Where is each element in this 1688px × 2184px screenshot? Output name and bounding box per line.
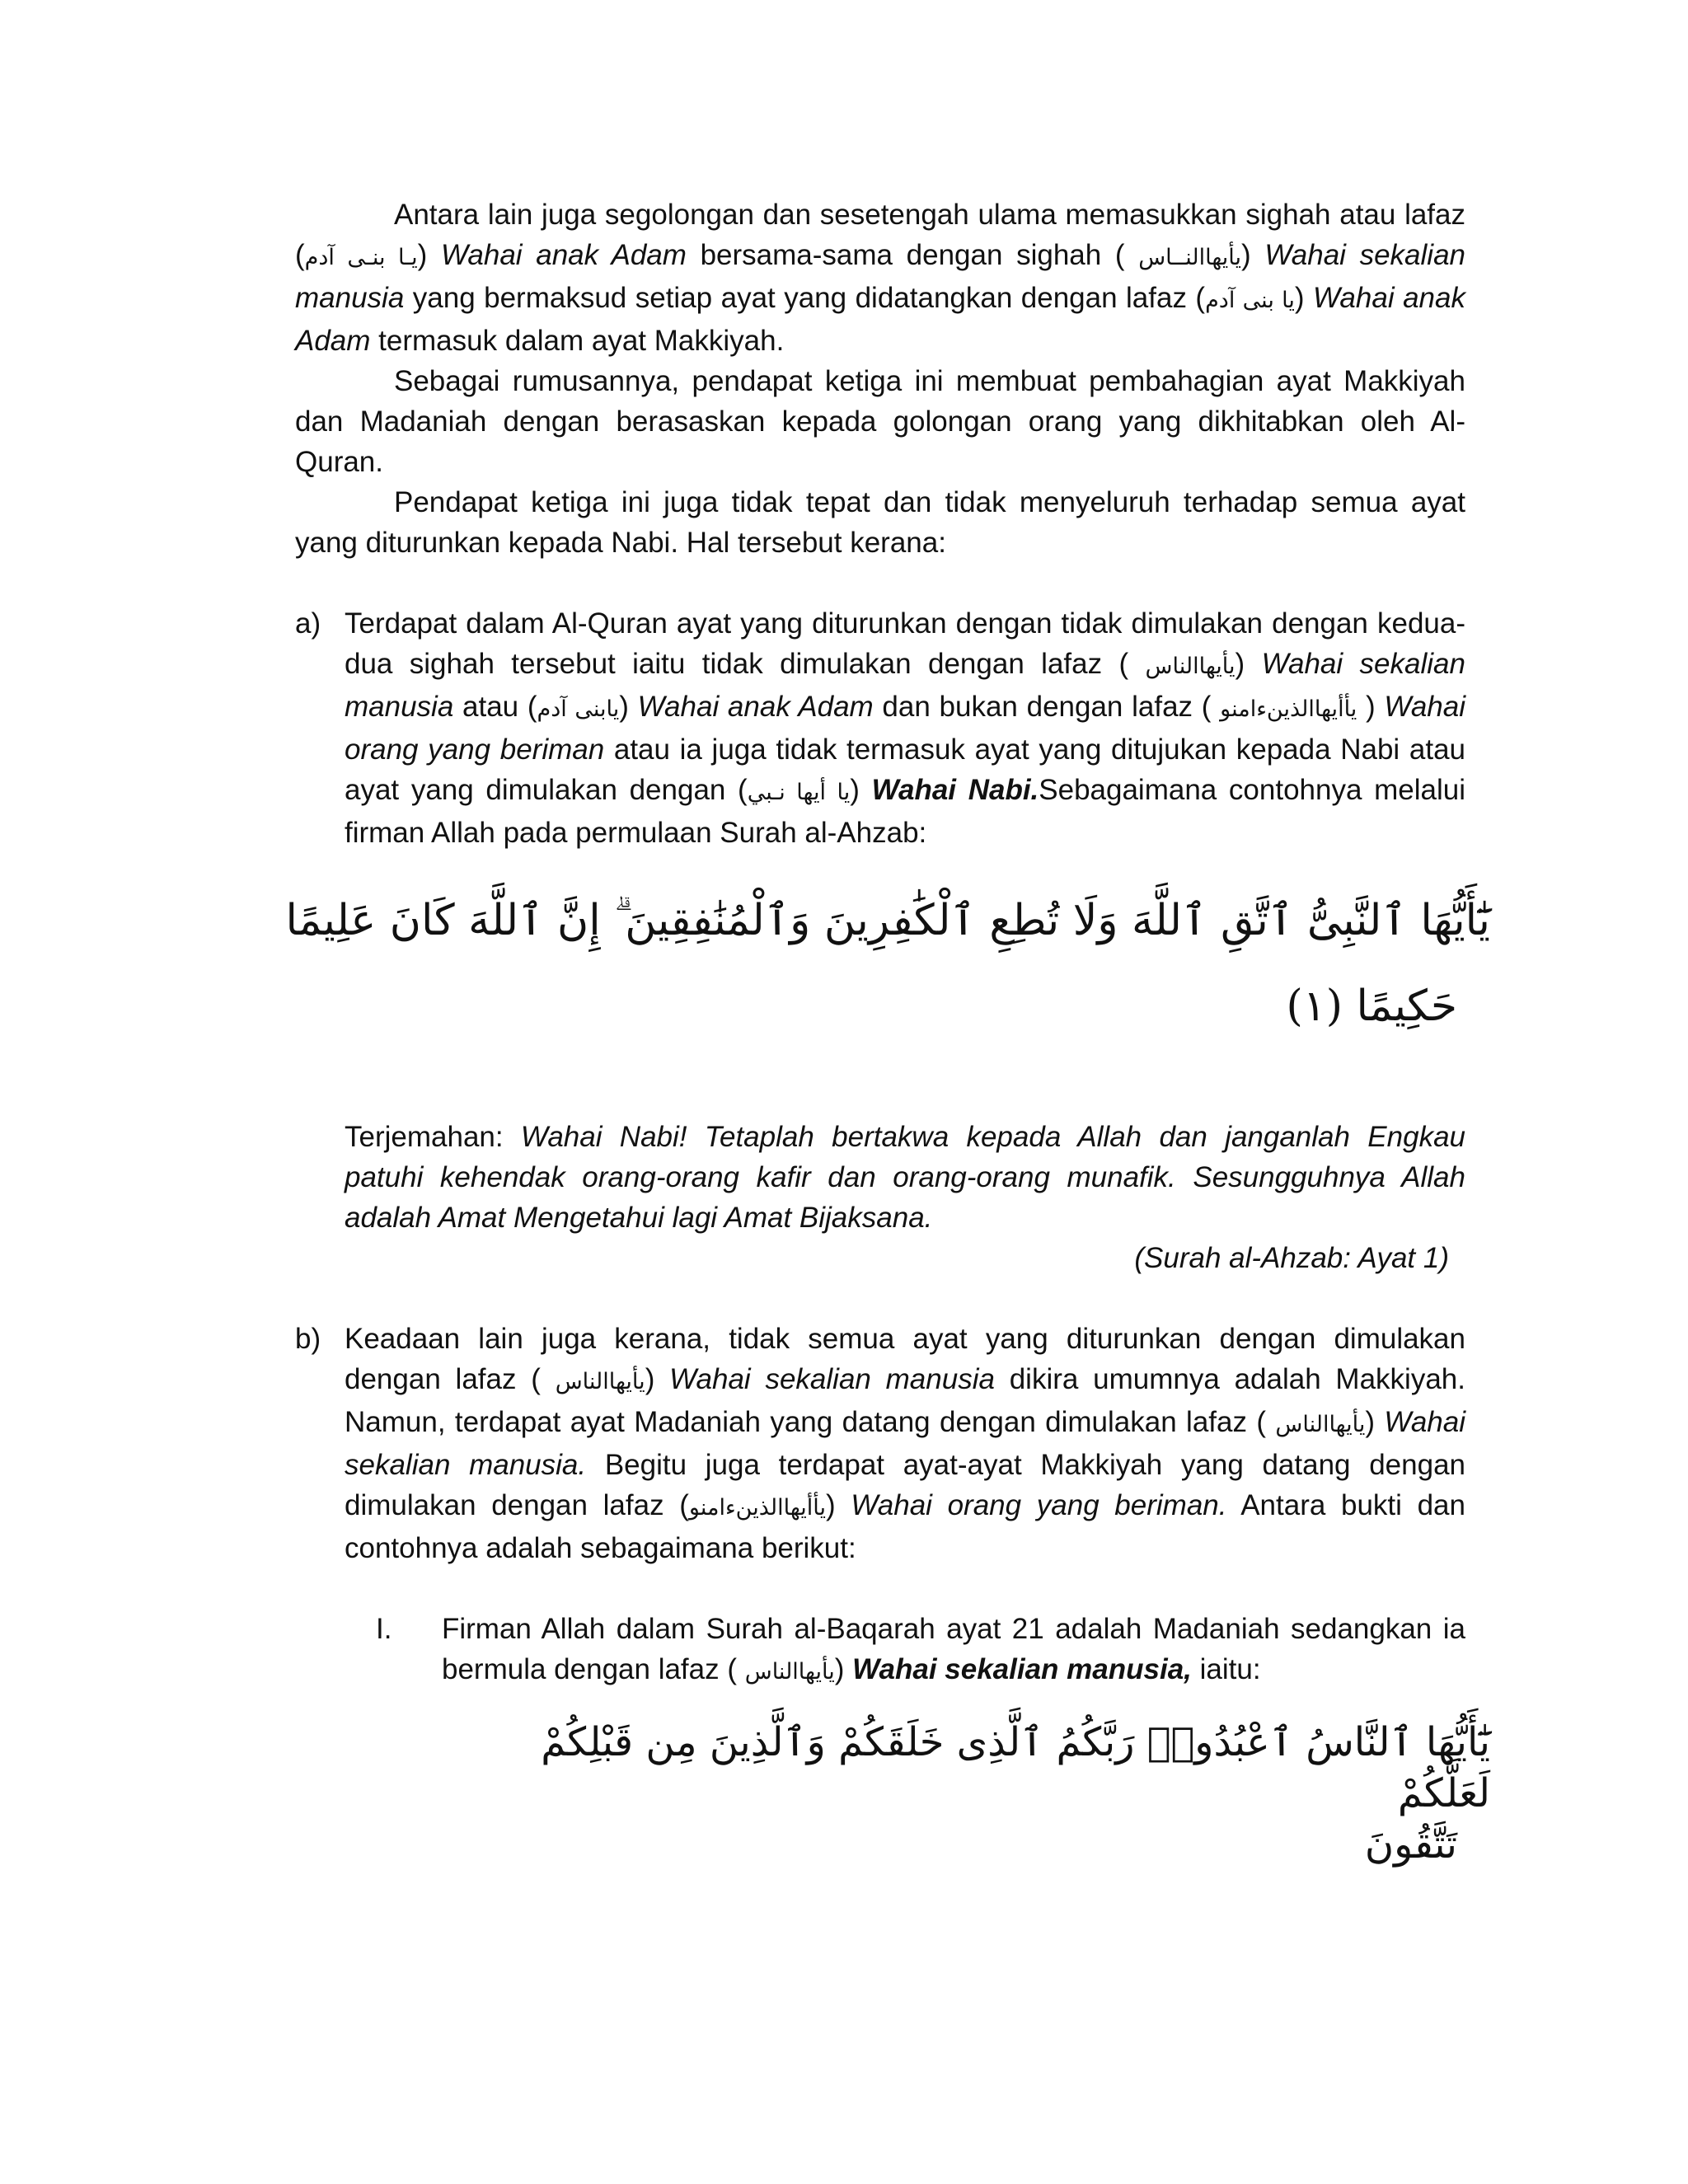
arabic-term: يأيهاالناس [1275,1412,1366,1437]
list-marker: I. [376,1613,392,1645]
list-marker: a) [295,607,321,640]
italic-term: Wahai orang yang beriman. [851,1489,1227,1521]
text-run: ) [1357,691,1385,723]
text-run: dikira umumnya adalah Makkiyah. Namun, terdapat ayat Madaniah yang datang dengan dimulakan lafaz ( [345,1363,1465,1438]
text-run: ) [645,1363,670,1395]
list-item-b [295,1319,1465,1568]
text-run: yang bermaksud setiap ayat yang didatangkan dengan lafaz ( [404,282,1206,314]
text-run: ) [1241,239,1265,271]
text-run: atau ( [453,691,537,723]
text-run: Begitu juga terdapat ayat-ayat Makkiyah yang datang dengan dimulakan dengan lafaz ( [345,1449,1465,1521]
arabic-term: يأيهاالناس [555,1369,645,1394]
arabic-term: يأأيهاالذين‌ءامنو [688,1495,827,1521]
arabic-term: يا بنى آدم [1205,288,1295,313]
bold-italic-term: Wahai sekalian manusia, [852,1653,1192,1685]
list-item-a [295,603,1465,853]
text-run: Firman Allah dalam Surah al-Baqarah ayat 21 adalah Madaniah sedangkan ia bermula dengan lafaz ( [442,1613,1465,1685]
list-marker: b) [295,1323,321,1355]
text-run: ) [826,1489,851,1521]
arabic-term: يا أيها نـبي [747,780,851,805]
arabic-term: يأيهاالناس [1145,654,1236,679]
bold-italic-term: Wahai Nabi. [871,774,1039,806]
text-run: Antara lain juga segolongan dan sesetengah ulama memasukkan sighah atau lafaz ( [295,199,1465,271]
verse-line: تَتَّقُونَ [1364,1821,1457,1868]
text-run: Terdapat dalam Al-Quran ayat yang diturunkan dengan tidak dimulakan dengan kedua-dua sighah tersebut iaitu tidak dimulakan dengan lafaz ( [345,607,1465,680]
text-run: Sebagaimana contohnya melalui firman Allah pada permulaan Surah al-Ahzab: [345,774,1465,849]
verse-line: يَٰٓأَيُّهَا ٱلنَّبِىُّ ٱتَّقِ ٱللَّهَ وَلَا تُطِعِ ٱلْكَٰفِرِينَ وَٱلْمُنَٰفِقِينَ ۗ إِنَّ ٱللَّهَ كَانَ عَلِيمًا [285,896,1490,945]
text-run: iaitu: [1191,1653,1261,1685]
arabic-term: يابنى آدم [537,696,620,722]
text-run: Keadaan lain juga kerana, tidak semua ayat yang diturunkan dengan dimulakan dengan lafaz ( [345,1323,1465,1395]
paragraph-3: Pendapat ketiga ini juga tidak tepat dan tidak menyeluruh terhadap semua ayat yang diturunkan kepada Nabi. Hal tersebut kerana: [295,486,1465,559]
text-run: ) [1235,648,1262,680]
verse-line: حَكِيمًا (١) [1286,982,1457,1031]
arabic-term: يأأيهاالذين‌ءامنو [1220,696,1357,722]
text-run: ) [850,774,872,806]
text-run: ) [417,239,441,271]
arabic-term: يـا بنـى آدم [304,245,418,270]
italic-term: Wahai sekalian manusia. [345,1406,1465,1481]
text-run: ) [619,691,638,723]
text-run: ) [1365,1406,1385,1438]
verse-reference: (Surah al-Ahzab: Ayat 1) [1134,1242,1449,1274]
quran-verse-al-ahzab [262,883,1490,1044]
verse-line: يَٰٓأَيُّهَا ٱلنَّاسُ ٱعْبُدُوا۟ رَبَّكُمُ ٱلَّذِى خَلَقَكُمْ وَٱلَّذِينَ مِن قَبْلِكُمْ لَعَلَّكُمْ [541,1719,1490,1816]
text-run: Antara bukti dan contohnya adalah sebagaimana berikut: [345,1489,1465,1564]
italic-term: Wahai sekalian manusia [669,1363,995,1395]
italic-term: Wahai anak Adam [295,282,1465,357]
text-run: atau ia juga tidak termasuk ayat yang ditujukan kepada Nabi atau ayat yang dimulakan dengan ( [345,733,1465,806]
italic-term: Wahai sekalian manusia [295,239,1466,314]
list-item-i [295,1609,1465,1692]
document-page [285,194,1490,1870]
arabic-term: يأيهاالناس [744,1659,835,1685]
text-run: ) [834,1653,853,1685]
translation-label: Terjemahan: [345,1121,521,1153]
translation-text: Wahai Nabi! Tetaplah bertakwa kepada Allah dan janganlah Engkau patuhi kehendak orang-orang kafir dan orang-orang munafik. Sesungguhnya Allah adalah Amat Mengetahui lagi Amat Bijaksana. [345,1121,1465,1234]
text-run: ) [1294,282,1314,314]
arabic-term: يأيهاالنــاس [1138,245,1242,270]
text-run: dan bukan dengan lafaz ( [873,691,1221,723]
text-run: bersama-sama dengan sighah ( [686,239,1139,271]
translation-block [295,1117,1465,1238]
italic-term: Wahai sekalian manusia [345,648,1465,723]
italic-term: Wahai anak Adam [441,239,687,271]
text-run: termasuk dalam ayat Makkiyah. [370,325,785,357]
italic-term: Wahai anak Adam [637,691,874,723]
paragraph-1 [295,194,1465,361]
paragraph-2: Sebagai rumusannya, pendapat ketiga ini membuat pembahagian ayat Makkiyah dan Madaniah dengan berasaskan kepada golongan orang yang dikhitabkan oleh Al-Quran. [295,365,1465,478]
quran-verse-al-baqarah [295,1717,1490,1870]
italic-term: Wahai orang yang beriman [345,691,1465,766]
